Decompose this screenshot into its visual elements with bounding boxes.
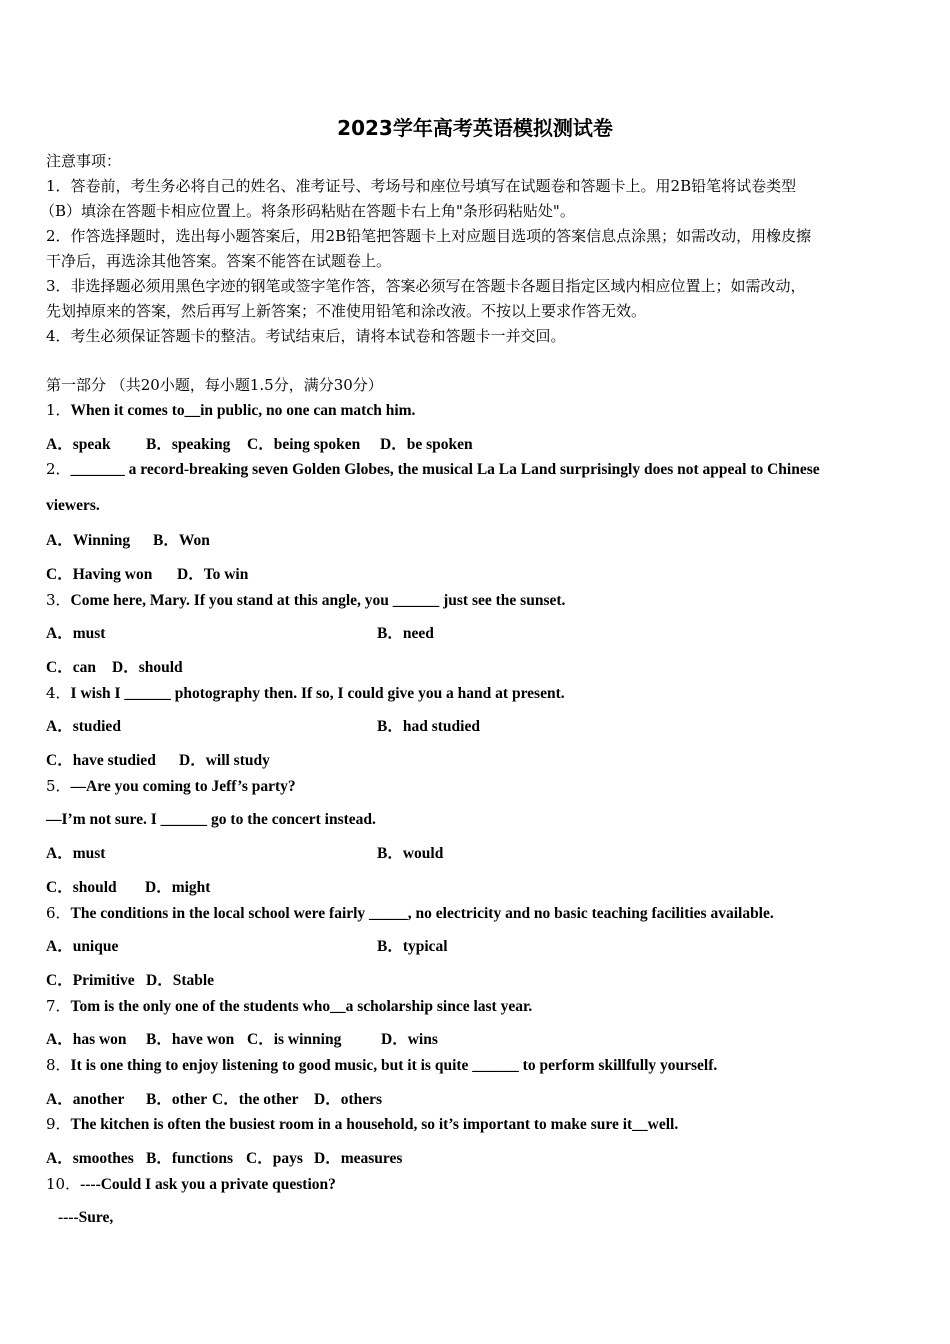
option-b[interactable]: B．need (377, 625, 434, 642)
notice-line: 1．答卷前，考生务必将自己的姓名、准考证号、考场号和座位号填写在试题卷和答题卡上。用2B铅笔将试卷类型 (46, 177, 797, 195)
question-8 (46, 1055, 717, 1076)
question-text: The conditions in the local school were fairly _____, no electricity and no basic teaching facilities available. (70, 905, 774, 922)
question-number: 4． (46, 684, 71, 702)
option-a[interactable]: A．another (46, 1091, 125, 1108)
question-number: 10． (46, 1175, 81, 1193)
option-d[interactable]: D．others (314, 1091, 383, 1108)
option-b[interactable]: B．other (146, 1091, 208, 1108)
notice-line: 干净后，再选涂其他答案。答案不能答在试题卷上。 (46, 252, 392, 270)
option-c[interactable]: C．Having won (46, 566, 153, 583)
option-d[interactable]: D．should (112, 659, 183, 676)
option-c[interactable]: C．should (46, 879, 117, 896)
question-5 (46, 776, 296, 797)
section-heading: 第一部分 （共20小题，每小题1.5分，满分30分） (46, 376, 383, 394)
option-b[interactable]: B．Won (153, 532, 210, 549)
option-b[interactable]: B．typical (377, 938, 448, 955)
question-text: When it comes to__in public, no one can match him. (70, 402, 416, 419)
question-number: 2． (46, 460, 71, 478)
option-c[interactable]: C．Primitive (46, 972, 135, 989)
option-a[interactable]: A．Winning (46, 532, 131, 549)
option-a[interactable]: A．studied (46, 718, 121, 735)
option-a[interactable]: A．must (46, 845, 106, 862)
option-c[interactable]: C．being spoken (247, 436, 361, 453)
question-text-continued: ----Sure, (58, 1209, 114, 1226)
notice-line: 4．考生必须保证答题卡的整洁。考试结束后，请将本试卷和答题卡一并交回。 (46, 327, 566, 345)
option-d[interactable]: D．be spoken (380, 436, 473, 453)
notice-line: 3．非选择题必须用黑色字迹的钢笔或签字笔作答，答案必须写在答题卡各题目指定区域内相应位置上；如需改动， (46, 277, 806, 295)
option-d[interactable]: D．Stable (146, 972, 215, 989)
question-text-continued: viewers. (46, 497, 100, 514)
option-a[interactable]: A．unique (46, 938, 119, 955)
question-text: I wish I ______ photography then. If so, I could give you a hand at present. (70, 685, 565, 702)
question-3 (46, 590, 565, 611)
question-number: 6． (46, 904, 71, 922)
option-c[interactable]: C．is winning (247, 1031, 342, 1048)
page-title: 2023学年高考英语模拟测试卷 (337, 116, 613, 140)
question-number: 5． (46, 777, 71, 795)
question-text: Tom is the only one of the students who__a scholarship since last year. (70, 998, 533, 1015)
notice-line: 2．作答选择题时，选出每小题答案后，用2B铅笔把答题卡上对应题目选项的答案信息点涂黑；如需改动，用橡皮擦 (46, 227, 812, 245)
option-d[interactable]: D．To win (177, 566, 249, 583)
option-b[interactable]: B．have won (146, 1031, 235, 1048)
question-2 (46, 459, 820, 480)
question-text: It is one thing to enjoy listening to good music, but it is quite ______ to perform skillfully yourself. (70, 1057, 718, 1074)
notice-line: 先划掉原来的答案，然后再写上新答案；不准使用铅笔和涂改液。不按以上要求作答无效。 (46, 302, 647, 320)
option-a[interactable]: A．must (46, 625, 106, 642)
option-c[interactable]: C．can (46, 659, 96, 676)
question-number: 1． (46, 401, 71, 419)
question-text: Come here, Mary. If you stand at this angle, you ______ just see the sunset. (70, 592, 566, 609)
option-d[interactable]: D．wins (381, 1031, 438, 1048)
option-d[interactable]: D．will study (179, 752, 270, 769)
question-text: ----Could I ask you a private question? (80, 1176, 336, 1193)
notice-heading: 注意事项： (46, 152, 122, 170)
question-4 (46, 683, 565, 704)
question-text: —Are you coming to Jeff’s party? (70, 778, 296, 795)
option-b[interactable]: B．functions (146, 1150, 233, 1167)
question-6 (46, 903, 774, 924)
question-number: 3． (46, 591, 71, 609)
option-b[interactable]: B．speaking (146, 436, 231, 453)
option-a[interactable]: A．speak (46, 436, 111, 453)
notice-line: （B）填涂在答题卡相应位置上。将条形码粘贴在答题卡右上角"条形码粘贴处"。 (40, 202, 575, 220)
question-number: 9． (46, 1115, 71, 1133)
question-7 (46, 996, 532, 1017)
question-number: 7． (46, 997, 71, 1015)
option-d[interactable]: D．might (145, 879, 211, 896)
question-1 (46, 400, 415, 421)
option-b[interactable]: B．would (377, 845, 444, 862)
question-number: 8． (46, 1056, 71, 1074)
option-b[interactable]: B．had studied (377, 718, 480, 735)
question-text: The kitchen is often the busiest room in a household, so it’s important to make sure it__well. (70, 1116, 679, 1133)
question-9 (46, 1114, 678, 1135)
option-c[interactable]: C．have studied (46, 752, 156, 769)
option-c[interactable]: C．the other (212, 1091, 299, 1108)
option-c[interactable]: C．pays (246, 1150, 303, 1167)
question-text: _______ a record-breaking seven Golden Globes, the musical La La Land surprisingly does not appeal to Chinese (70, 461, 820, 478)
option-a[interactable]: A．smoothes (46, 1150, 134, 1167)
question-text-continued: —I’m not sure. I ______ go to the concert instead. (46, 811, 376, 828)
option-d[interactable]: D．measures (314, 1150, 403, 1167)
option-a[interactable]: A．has won (46, 1031, 127, 1048)
question-10 (46, 1174, 336, 1195)
